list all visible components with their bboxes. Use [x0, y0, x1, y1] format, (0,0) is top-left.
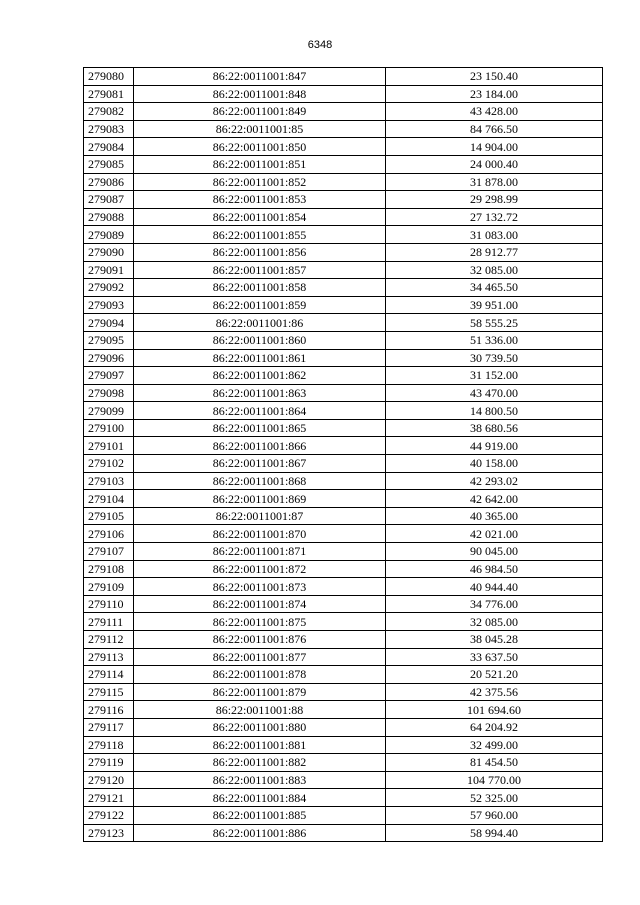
- cadastral-number-cell: 86:22:0011001:850: [134, 138, 386, 156]
- row-id-cell: 279107: [84, 543, 134, 561]
- row-id-cell: 279093: [84, 296, 134, 314]
- cadastral-number-cell: 86:22:0011001:869: [134, 490, 386, 508]
- cadastral-number-cell: 86:22:0011001:856: [134, 243, 386, 261]
- value-cell: 84 766.50: [386, 120, 603, 138]
- table-row: [84, 68, 603, 86]
- cadastral-number-cell: 86:22:0011001:864: [134, 402, 386, 420]
- row-id-cell: 279111: [84, 613, 134, 631]
- cadastral-number-cell: 86:22:0011001:854: [134, 208, 386, 226]
- value-cell: 51 336.00: [386, 331, 603, 349]
- value-cell: 38 045.28: [386, 631, 603, 649]
- table-row: [84, 543, 603, 561]
- table-row: [84, 595, 603, 613]
- row-id-cell: 279082: [84, 103, 134, 121]
- row-id-cell: 279104: [84, 490, 134, 508]
- table-row: [84, 648, 603, 666]
- row-id-cell: 279081: [84, 85, 134, 103]
- cadastral-number-cell: 86:22:0011001:886: [134, 824, 386, 842]
- cadastral-number-cell: 86:22:0011001:858: [134, 279, 386, 297]
- row-id-cell: 279108: [84, 560, 134, 578]
- cadastral-number-cell: 86:22:0011001:866: [134, 437, 386, 455]
- row-id-cell: 279121: [84, 789, 134, 807]
- cadastral-number-cell: 86:22:0011001:853: [134, 191, 386, 209]
- table-row: [84, 631, 603, 649]
- row-id-cell: 279112: [84, 631, 134, 649]
- value-cell: 32 085.00: [386, 613, 603, 631]
- value-cell: 46 984.50: [386, 560, 603, 578]
- table-row: [84, 208, 603, 226]
- table-row: [84, 384, 603, 402]
- value-cell: 34 776.00: [386, 595, 603, 613]
- value-cell: 40 158.00: [386, 455, 603, 473]
- cadastral-number-cell: 86:22:0011001:86: [134, 314, 386, 332]
- value-cell: 20 521.20: [386, 666, 603, 684]
- row-id-cell: 279096: [84, 349, 134, 367]
- table-row: [84, 191, 603, 209]
- table-row: [84, 560, 603, 578]
- table-row: [84, 138, 603, 156]
- table-row: [84, 437, 603, 455]
- cadastral-number-cell: 86:22:0011001:863: [134, 384, 386, 402]
- value-cell: 27 132.72: [386, 208, 603, 226]
- row-id-cell: 279091: [84, 261, 134, 279]
- cadastral-number-cell: 86:22:0011001:865: [134, 419, 386, 437]
- cadastral-number-cell: 86:22:0011001:872: [134, 560, 386, 578]
- cadastral-number-cell: 86:22:0011001:87: [134, 507, 386, 525]
- value-cell: 32 085.00: [386, 261, 603, 279]
- row-id-cell: 279092: [84, 279, 134, 297]
- value-cell: 44 919.00: [386, 437, 603, 455]
- cadastral-number-cell: 86:22:0011001:852: [134, 173, 386, 191]
- table-row: [84, 701, 603, 719]
- cadastral-number-cell: 86:22:0011001:878: [134, 666, 386, 684]
- cadastral-number-cell: 86:22:0011001:862: [134, 367, 386, 385]
- cadastral-number-cell: 86:22:0011001:882: [134, 754, 386, 772]
- row-id-cell: 279115: [84, 683, 134, 701]
- value-cell: 58 555.25: [386, 314, 603, 332]
- cadastral-number-cell: 86:22:0011001:871: [134, 543, 386, 561]
- cadastral-number-cell: 86:22:0011001:857: [134, 261, 386, 279]
- table-row: [84, 173, 603, 191]
- row-id-cell: 279095: [84, 331, 134, 349]
- value-cell: 42 293.02: [386, 472, 603, 490]
- row-id-cell: 279118: [84, 736, 134, 754]
- row-id-cell: 279102: [84, 455, 134, 473]
- row-id-cell: 279105: [84, 507, 134, 525]
- cadastral-number-cell: 86:22:0011001:873: [134, 578, 386, 596]
- value-cell: 90 045.00: [386, 543, 603, 561]
- cadastral-number-cell: 86:22:0011001:885: [134, 806, 386, 824]
- page-number: 6348: [307, 39, 333, 51]
- row-id-cell: 279117: [84, 718, 134, 736]
- cadastral-number-cell: 86:22:0011001:883: [134, 771, 386, 789]
- table-row: [84, 402, 603, 420]
- value-cell: 42 021.00: [386, 525, 603, 543]
- table-row: [84, 771, 603, 789]
- value-cell: 31 878.00: [386, 173, 603, 191]
- table-row: [84, 789, 603, 807]
- row-id-cell: 279123: [84, 824, 134, 842]
- table-row: [84, 806, 603, 824]
- cadastral-number-cell: 86:22:0011001:851: [134, 155, 386, 173]
- table-row: [84, 525, 603, 543]
- table-row: [84, 683, 603, 701]
- row-id-cell: 279119: [84, 754, 134, 772]
- cadastral-number-cell: 86:22:0011001:860: [134, 331, 386, 349]
- value-cell: 23 184.00: [386, 85, 603, 103]
- value-cell: 14 904.00: [386, 138, 603, 156]
- table-row: [84, 367, 603, 385]
- row-id-cell: 279086: [84, 173, 134, 191]
- table-row: [84, 296, 603, 314]
- value-cell: 33 637.50: [386, 648, 603, 666]
- value-cell: 101 694.60: [386, 701, 603, 719]
- row-id-cell: 279089: [84, 226, 134, 244]
- value-cell: 31 152.00: [386, 367, 603, 385]
- value-cell: 23 150.40: [386, 68, 603, 86]
- value-cell: 39 951.00: [386, 296, 603, 314]
- value-cell: 57 960.00: [386, 806, 603, 824]
- cadastral-number-cell: 86:22:0011001:877: [134, 648, 386, 666]
- value-cell: 40 365.00: [386, 507, 603, 525]
- row-id-cell: 279122: [84, 806, 134, 824]
- value-cell: 34 465.50: [386, 279, 603, 297]
- row-id-cell: 279080: [84, 68, 134, 86]
- row-id-cell: 279120: [84, 771, 134, 789]
- table-row: [84, 226, 603, 244]
- value-cell: 14 800.50: [386, 402, 603, 420]
- cadastral-number-cell: 86:22:0011001:867: [134, 455, 386, 473]
- cadastral-number-cell: 86:22:0011001:880: [134, 718, 386, 736]
- row-id-cell: 279085: [84, 155, 134, 173]
- table-row: [84, 718, 603, 736]
- cadastral-number-cell: 86:22:0011001:859: [134, 296, 386, 314]
- table-row: [84, 279, 603, 297]
- table-row: [84, 490, 603, 508]
- value-cell: 32 499.00: [386, 736, 603, 754]
- value-cell: 81 454.50: [386, 754, 603, 772]
- table-row: [84, 120, 603, 138]
- table-row: [84, 754, 603, 772]
- cadastral-number-cell: 86:22:0011001:847: [134, 68, 386, 86]
- value-cell: 43 428.00: [386, 103, 603, 121]
- cadastral-number-cell: 86:22:0011001:849: [134, 103, 386, 121]
- value-cell: 29 298.99: [386, 191, 603, 209]
- table-row: [84, 472, 603, 490]
- cadastral-number-cell: 86:22:0011001:874: [134, 595, 386, 613]
- table-row: [84, 613, 603, 631]
- data-table: [83, 67, 603, 842]
- row-id-cell: 279099: [84, 402, 134, 420]
- cadastral-number-cell: 86:22:0011001:855: [134, 226, 386, 244]
- table-row: [84, 419, 603, 437]
- row-id-cell: 279090: [84, 243, 134, 261]
- row-id-cell: 279113: [84, 648, 134, 666]
- row-id-cell: 279114: [84, 666, 134, 684]
- table-row: [84, 507, 603, 525]
- table-row: [84, 349, 603, 367]
- table-row: [84, 155, 603, 173]
- cadastral-number-cell: 86:22:0011001:861: [134, 349, 386, 367]
- cadastral-number-cell: 86:22:0011001:88: [134, 701, 386, 719]
- row-id-cell: 279109: [84, 578, 134, 596]
- row-id-cell: 279101: [84, 437, 134, 455]
- table-row: [84, 455, 603, 473]
- table-row: [84, 666, 603, 684]
- value-cell: 28 912.77: [386, 243, 603, 261]
- value-cell: 43 470.00: [386, 384, 603, 402]
- table-row: [84, 243, 603, 261]
- table-row: [84, 331, 603, 349]
- cadastral-number-cell: 86:22:0011001:876: [134, 631, 386, 649]
- row-id-cell: 279083: [84, 120, 134, 138]
- table-row: [84, 261, 603, 279]
- row-id-cell: 279084: [84, 138, 134, 156]
- table-row: [84, 314, 603, 332]
- cadastral-number-cell: 86:22:0011001:85: [134, 120, 386, 138]
- cadastral-number-cell: 86:22:0011001:848: [134, 85, 386, 103]
- value-cell: 40 944.40: [386, 578, 603, 596]
- value-cell: 104 770.00: [386, 771, 603, 789]
- value-cell: 30 739.50: [386, 349, 603, 367]
- value-cell: 24 000.40: [386, 155, 603, 173]
- table-row: [84, 824, 603, 842]
- row-id-cell: 279106: [84, 525, 134, 543]
- value-cell: 52 325.00: [386, 789, 603, 807]
- row-id-cell: 279103: [84, 472, 134, 490]
- table-row: [84, 578, 603, 596]
- row-id-cell: 279087: [84, 191, 134, 209]
- value-cell: 38 680.56: [386, 419, 603, 437]
- cadastral-number-cell: 86:22:0011001:884: [134, 789, 386, 807]
- table-row: [84, 85, 603, 103]
- value-cell: 31 083.00: [386, 226, 603, 244]
- cadastral-number-cell: 86:22:0011001:870: [134, 525, 386, 543]
- cadastral-number-cell: 86:22:0011001:881: [134, 736, 386, 754]
- value-cell: 64 204.92: [386, 718, 603, 736]
- row-id-cell: 279110: [84, 595, 134, 613]
- value-cell: 42 642.00: [386, 490, 603, 508]
- row-id-cell: 279088: [84, 208, 134, 226]
- row-id-cell: 279098: [84, 384, 134, 402]
- table-body: [84, 68, 603, 842]
- cadastral-number-cell: 86:22:0011001:879: [134, 683, 386, 701]
- row-id-cell: 279094: [84, 314, 134, 332]
- value-cell: 58 994.40: [386, 824, 603, 842]
- value-cell: 42 375.56: [386, 683, 603, 701]
- row-id-cell: 279097: [84, 367, 134, 385]
- table-row: [84, 736, 603, 754]
- row-id-cell: 279116: [84, 701, 134, 719]
- row-id-cell: 279100: [84, 419, 134, 437]
- cadastral-number-cell: 86:22:0011001:875: [134, 613, 386, 631]
- table-row: [84, 103, 603, 121]
- cadastral-number-cell: 86:22:0011001:868: [134, 472, 386, 490]
